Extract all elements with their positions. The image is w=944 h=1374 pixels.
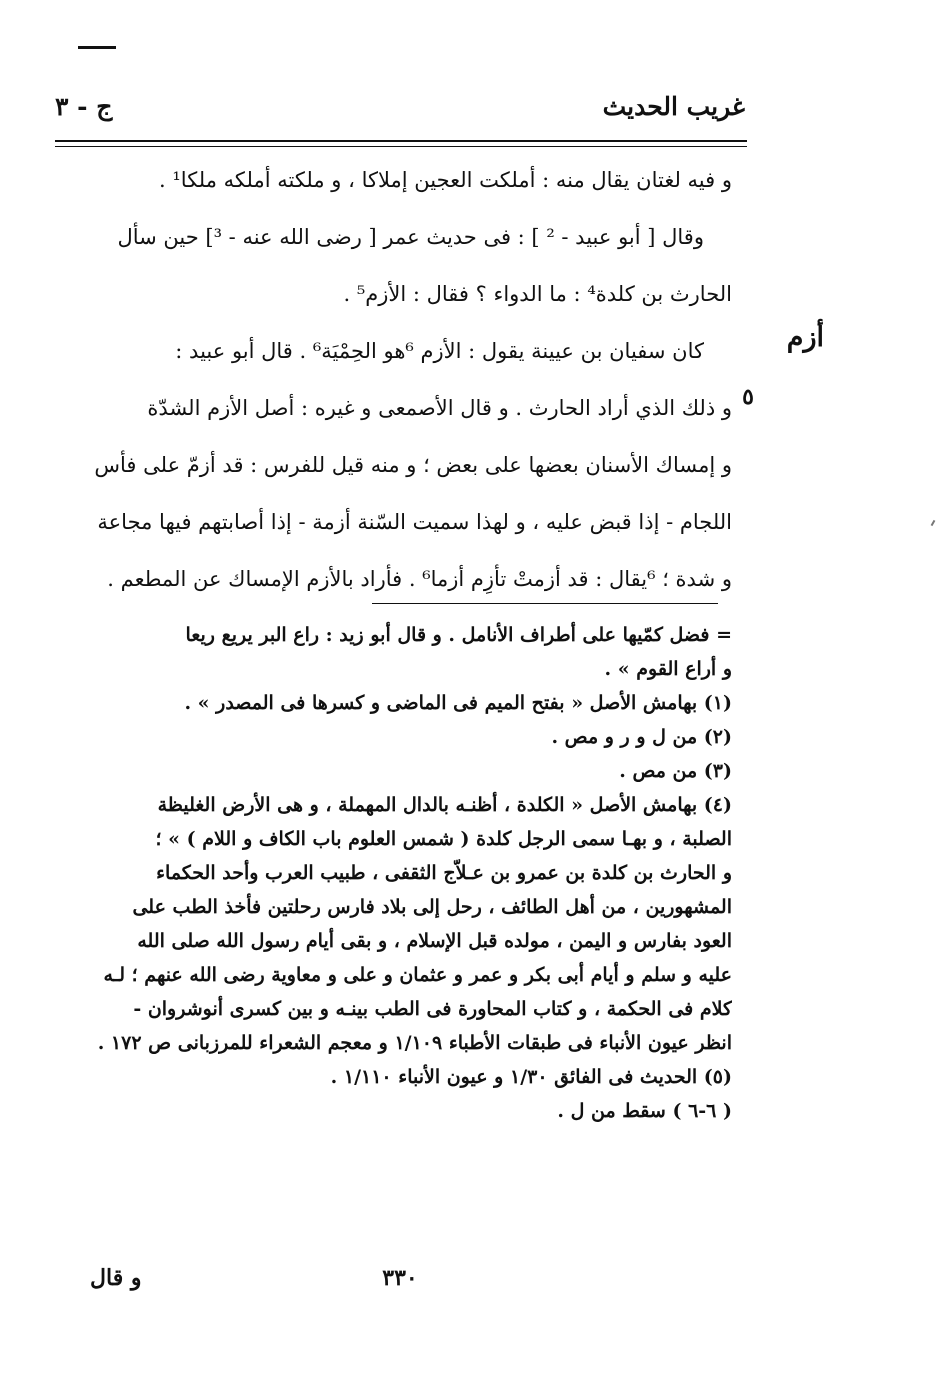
footnote-4-line: العود بفارس و اليمن ، مولده قبل الإسلام ، و بقى أيام رسول الله صلى الله: [137, 930, 732, 952]
footnote-4-line: (٤) بهامش الأصل « الكلدة ، أظنـه بالدال المهملة ، و هى الأرض الغليظة: [157, 794, 732, 816]
footnote-continuation: = فضل كمّيها على أطراف الأنامل . و قال أبو زيد : راع البر يريع ريعا: [185, 624, 732, 646]
footnote-4-line: عليه و سلم و أيام أبى بكر و عمر و عثمان و على و معاوية رضى الله عنهم ؛ لـه: [103, 964, 732, 986]
footnote-5: (٥) الحديث فى الفائق ١/٣٠ و عيون الأنباء ١/١١٠ .: [330, 1066, 732, 1088]
margin-line-number: ٥: [742, 384, 754, 410]
page-number: ٣٣٠: [382, 1265, 418, 1291]
footnotes: [60, 618, 732, 1128]
catchword: و قال: [90, 1265, 142, 1291]
top-dash-mark: [78, 46, 116, 49]
footnote-2: (٢) من ل و ر و مص .: [551, 726, 732, 748]
footnote-6: ( ٦-٦ ) سقط من ل .: [557, 1100, 732, 1122]
footnote-4-line: المشهورين ، من أهل الطائف ، رحل إلى بلاد فارس رحلتين فأخذ الطب على: [132, 896, 732, 918]
main-line: و ذلك الذي أراد الحارث . و قال الأصمعى و غيره : أصل الأزم الشدّة: [147, 396, 732, 420]
footnote-continuation: و أراع القوم » .: [604, 658, 732, 680]
main-line: الحارث بن كلدة⁴ : ما الدواء ؟ فقال : الأزم⁵ .: [343, 282, 732, 306]
footnote-4-line: كلام فى الحكمة ، و كتاب المحاورة فى الطب بينـه و بين كسرى أنوشروان -: [133, 998, 732, 1020]
header-rule: [55, 140, 747, 147]
footnote-3: (٣) من مص .: [619, 760, 732, 782]
footnote-4-line: و الحارث بن كلدة بن عمرو بن عـلاّج الثقفى ، طبيب العرب وأحد الحكماء: [156, 862, 732, 884]
running-header: [55, 92, 745, 132]
main-line: و إمساك الأسنان بعضها على بعض ؛ و منه قيل للفرس : قد أزمّ على فأس: [94, 453, 732, 477]
scan-speck: [931, 520, 936, 526]
margin-entry-word: أزم: [786, 322, 824, 353]
volume-label: ج - ٣: [55, 92, 113, 121]
main-line: وقال [ أبو عبيد - ² ] : فى حديث عمر [ رضى الله عنه - ³] حين سأل: [117, 225, 704, 249]
main-line: كان سفيان بن عيينة يقول : الأزم ⁶هو الحِمْيَة⁶ . قال أبو عبيد :: [175, 339, 704, 363]
book-title: غريب الحديث: [602, 92, 745, 121]
footnote-4-line: انظر عيون الأنباء فى طبقات الأطباء ١/١٠٩ و معجم الشعراء للمرزبانى ص ١٧٢ .: [97, 1032, 732, 1054]
footnote-1: (١) بهامش الأصل « بفتح الميم فى الماضى و كسرها فى المصدر » .: [184, 692, 732, 714]
footnote-4-line: الصلبة ، و بهـا سمى الرجل كلدة ( شمس العلوم باب الكاف و اللام ) » ؛: [155, 828, 732, 850]
main-text: [60, 152, 732, 608]
main-line: و فيه لغتان يقال منه : أملكت العجين إملاكا ، و ملكته أملكه ملكا¹ .: [159, 168, 732, 192]
main-line: و شدة ؛ ⁶يقال : قد أزمتْ تأزِم أزما⁶ . فأراد بالأزم الإمساك عن المطعم .: [107, 567, 732, 591]
main-line: اللجام - إذا قبض عليه ، و لهذا سميت السّنة أزمة - إذا أصابتهم فيها مجاعة: [97, 510, 732, 534]
footnote-separator: [372, 603, 718, 604]
